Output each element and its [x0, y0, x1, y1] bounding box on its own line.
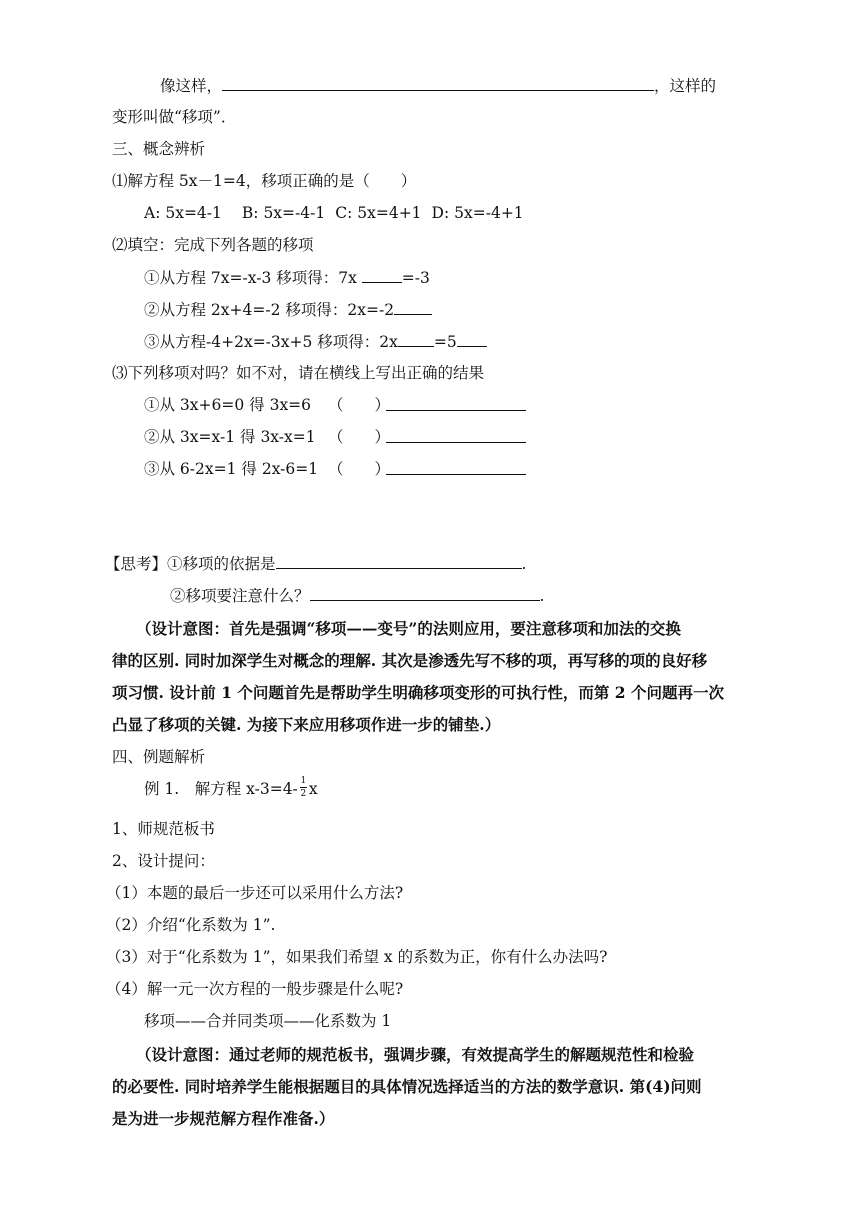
think-q1-blank[interactable]: [276, 552, 522, 569]
q1-stem: ⑴解方程 5x－1=4，移项正确的是（ ）: [112, 172, 417, 190]
intro-prefix: 像这样，: [160, 77, 223, 95]
think-q1-end: .: [521, 555, 527, 573]
q2-item-2: [144, 298, 432, 321]
q3-item-3-answer-line[interactable]: [386, 458, 526, 475]
q3-item-3-paren[interactable]: （ ）: [328, 460, 391, 478]
fraction-one-half: [300, 776, 307, 799]
q2-item-3-middle: =5: [433, 333, 457, 351]
q3-item-3-text: ③从 6-2x=1 得 2x-6=1: [144, 460, 319, 478]
solving-steps: 移项——合并同类项——化系数为 1: [144, 1012, 392, 1030]
intro-suffix: ，这样的: [654, 77, 717, 95]
question-1: （1）本题的最后一步还可以采用什么方法?: [106, 884, 404, 902]
example-1-suffix: x: [308, 780, 318, 798]
example-1: [144, 775, 318, 802]
think-line-1: [105, 552, 526, 575]
q2-item-1-text: ①从方程 7x=-x-3 移项得：7x: [144, 269, 362, 287]
q2-item-1: [144, 266, 430, 289]
design2-line-2: 的必要性. 同时培养学生能根据题目的具体情况选择适当的方法的数学意识. 第(4)问则: [112, 1077, 702, 1096]
intro-blank[interactable]: [222, 74, 654, 91]
question-3: （3）对于“化系数为 1”，如果我们希望 x 的系数为正，你有什么办法吗?: [106, 948, 608, 966]
q2-item-3: [144, 330, 487, 353]
q2-stem: ⑵填空：完成下列各题的移项: [112, 236, 314, 254]
think-line-2: [170, 584, 544, 607]
q1-option-d[interactable]: D: 5x=-4+1: [431, 204, 524, 222]
design1-line-3: 项习惯. 设计前 1 个问题首先是帮助学生明确移项变形的可执行性，而第 2 个问题再一次: [112, 683, 724, 702]
intro-line-2: 变形叫做“移项”．: [112, 108, 237, 126]
q2-item-1-blank[interactable]: [362, 266, 402, 283]
q2-item-3-blank-2[interactable]: [457, 330, 487, 347]
q1-options: [144, 202, 524, 224]
think-q2-text: ②移项要注意什么？: [170, 587, 310, 605]
question-4: （4）解一元一次方程的一般步骤是什么呢?: [106, 980, 404, 998]
q3-item-2-paren[interactable]: （ ）: [328, 428, 391, 446]
design2-line-3: 是为进一步规范解方程作准备.）: [112, 1109, 335, 1128]
q3-item-1-text: ①从 3x+6=0 得 3x=6: [144, 396, 312, 414]
q1-option-b[interactable]: B: 5x=-4-1: [241, 204, 326, 222]
design1-line-4: 凸显了移项的关键. 为接下来应用移项作进一步的铺垫.）: [112, 715, 501, 734]
think-label: 【思考】: [105, 555, 168, 573]
q3-stem: ⑶下列移项对吗？如不对，请在横线上写出正确的结果: [112, 364, 485, 382]
think-q2-end: .: [539, 587, 545, 605]
design1-line-1: （设计意图：首先是强调“移项——变号”的法则应用，要注意移项和加法的交换: [136, 619, 681, 638]
section4-item-1: 1、师规范板书: [112, 820, 215, 838]
think-q1-text: ①移项的依据是: [167, 555, 276, 573]
q1-option-a[interactable]: A: 5x=4-1: [144, 204, 222, 222]
design1-line-2: 律的区别. 同时加深学生对概念的理解. 其次是渗透先写不移的项，再写移的项的良好移: [112, 651, 708, 670]
q2-item-2-blank[interactable]: [394, 298, 432, 315]
question-2: （2）介绍“化系数为 1”.: [106, 916, 276, 934]
design2-line-1: （设计意图：通过老师的规范板书，强调步骤，有效提高学生的解题规范性和检验: [136, 1045, 695, 1064]
section4-heading: 四、例题解析: [112, 748, 206, 766]
example-1-prefix: 例 1. 解方程 x-3=4-: [144, 780, 298, 798]
q3-item-2-answer-line[interactable]: [386, 426, 526, 443]
q1-option-c[interactable]: C: 5x=4+1: [335, 204, 422, 222]
q2-item-3-text: ③从方程-4+2x=-3x+5 移项得：2x: [144, 333, 398, 351]
section4-item-2: 2、设计提问：: [112, 852, 215, 870]
section3-heading: 三、概念辨析: [112, 140, 206, 158]
fraction-numerator: 1: [300, 775, 307, 786]
fraction-bar: [300, 787, 307, 788]
q2-item-2-text: ②从方程 2x+4=-2 移项得：2x=-2: [144, 301, 395, 319]
q3-item-1-answer-line[interactable]: [386, 394, 526, 411]
q3-item-3: [144, 458, 318, 480]
q3-item-2: [144, 426, 316, 448]
fraction-denominator: 2: [300, 788, 307, 799]
q3-item-2-text: ②从 3x=x-1 得 3x-x=1: [144, 428, 316, 446]
q3-item-1-paren[interactable]: （ ）: [328, 396, 391, 414]
q3-item-1: [144, 394, 311, 416]
intro-line-1: [160, 74, 716, 97]
q2-item-1-after: =-3: [401, 269, 430, 287]
q2-item-3-blank-1[interactable]: [398, 330, 434, 347]
think-q2-blank[interactable]: [310, 584, 540, 601]
